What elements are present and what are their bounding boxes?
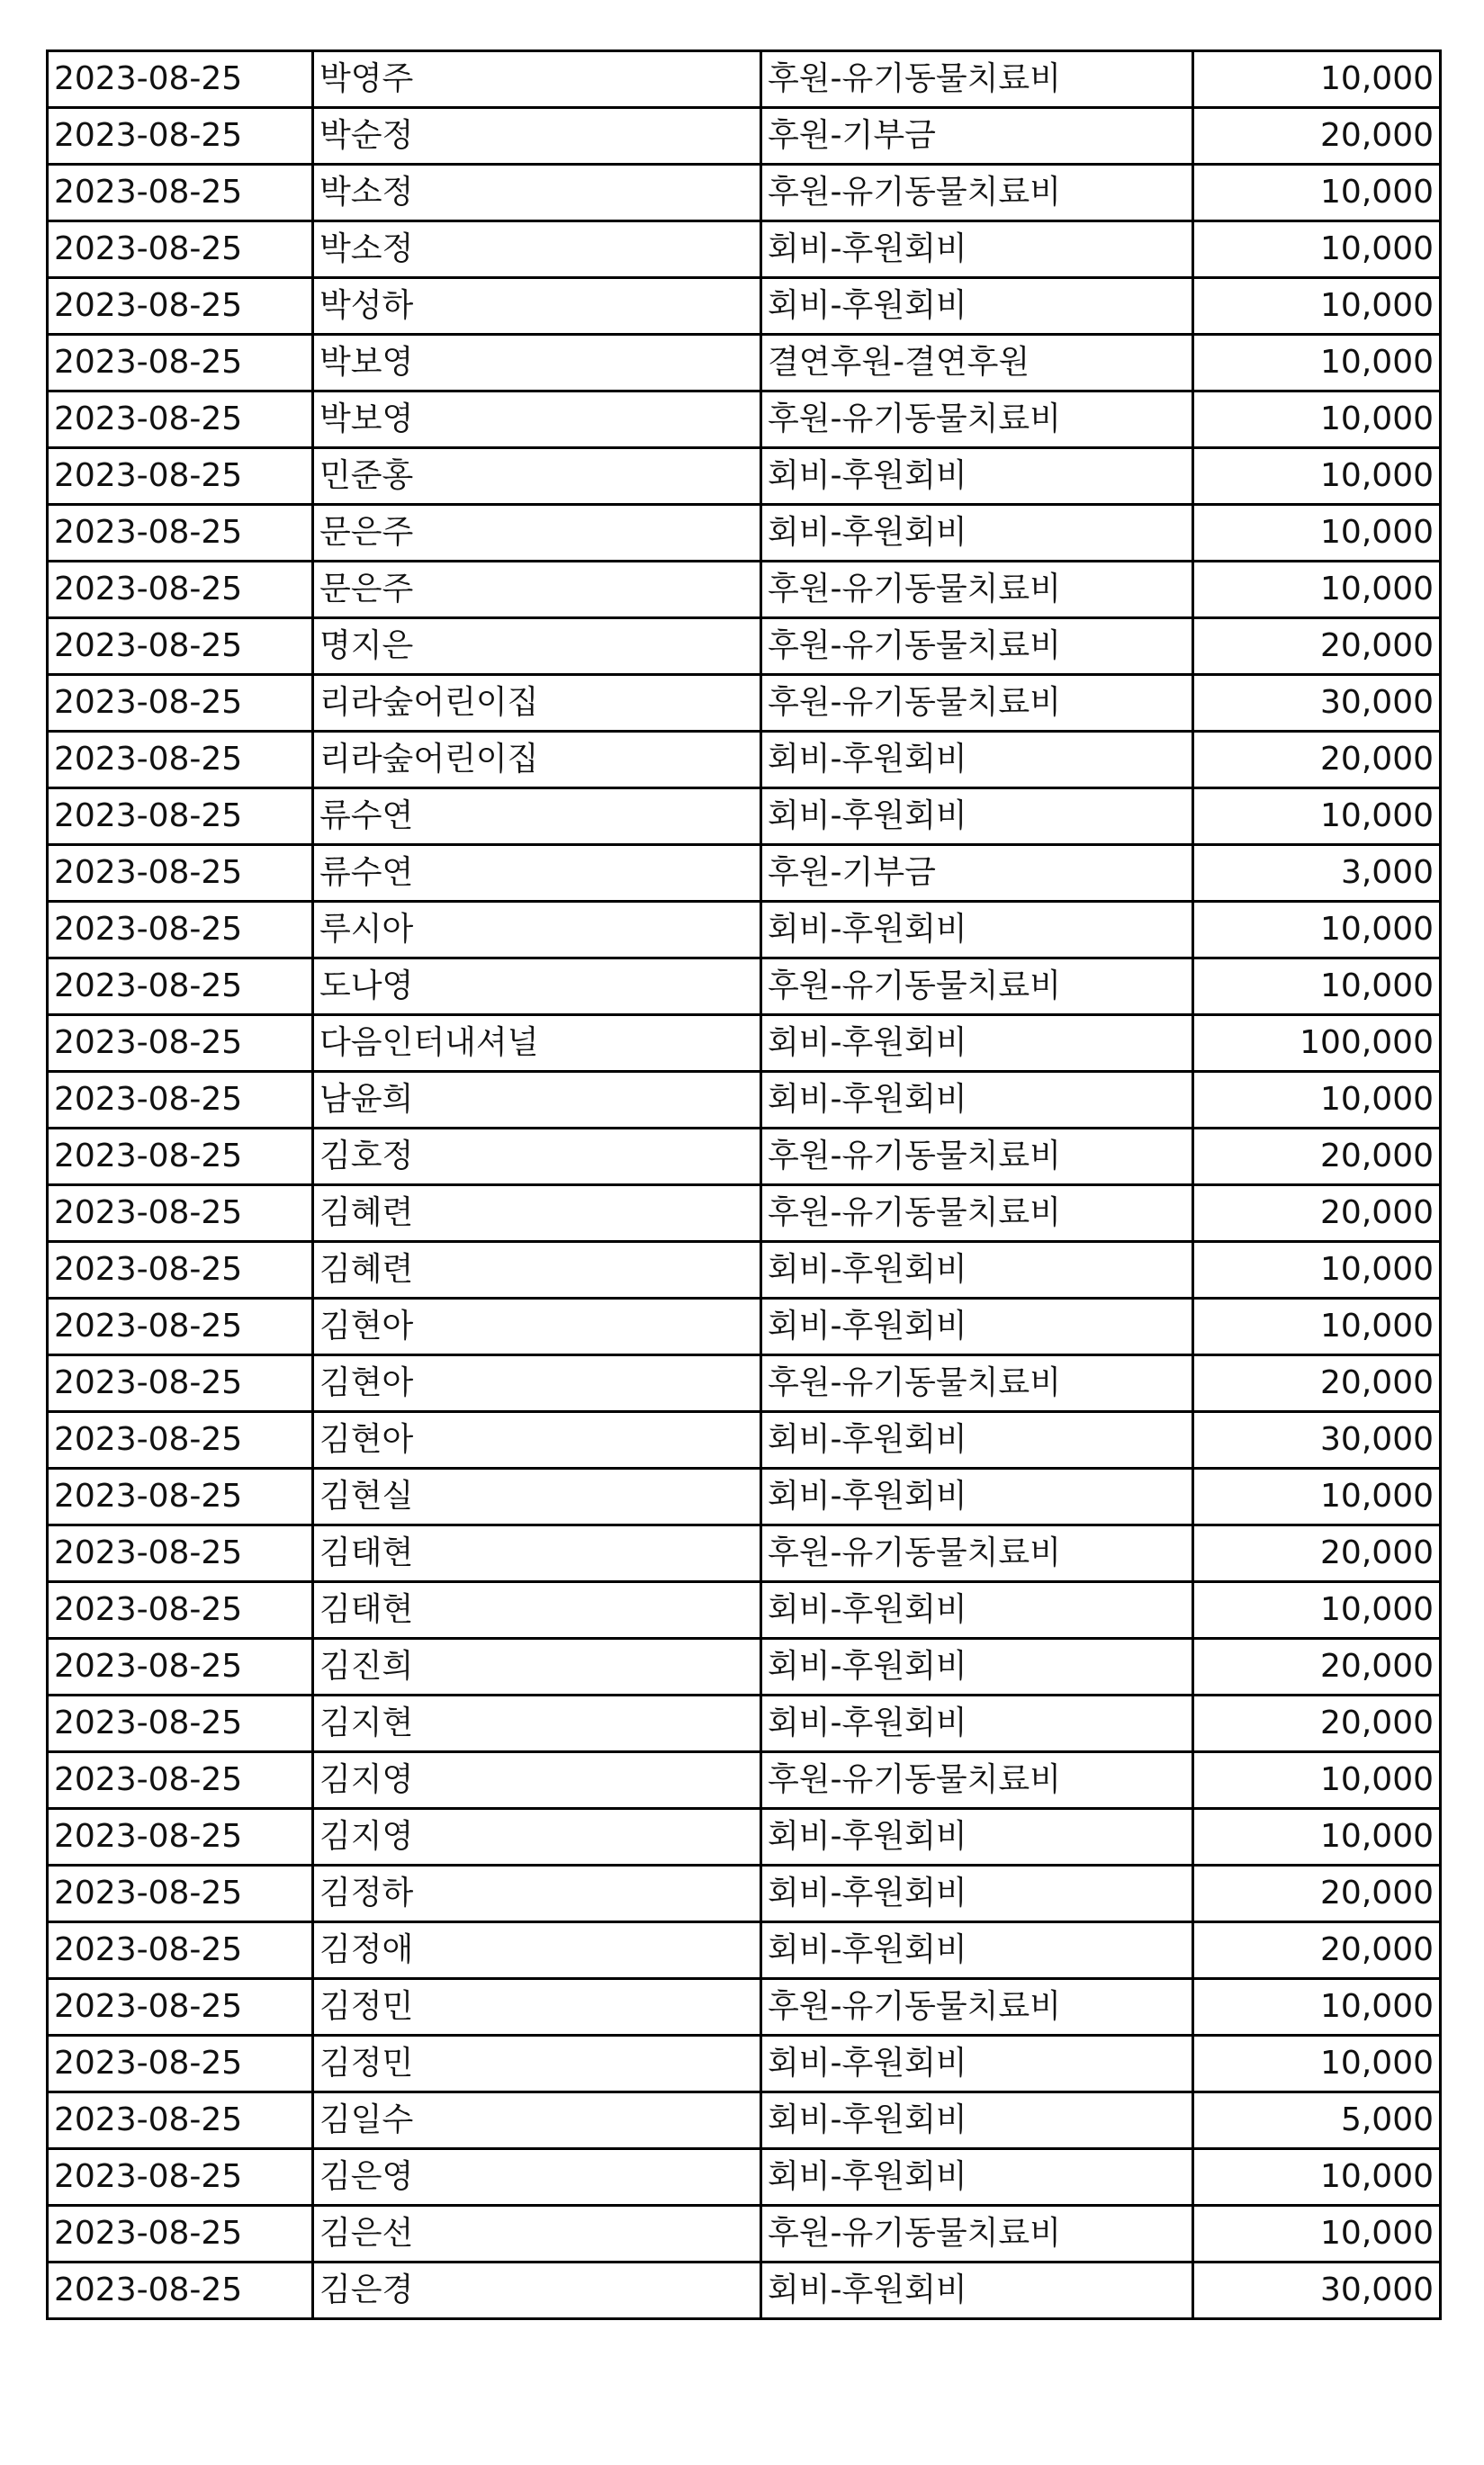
- category-cell: 후원-유기동물치료비: [761, 1979, 1193, 2036]
- date-cell: 2023-08-25: [48, 1299, 313, 1355]
- table-row: [48, 2263, 1441, 2319]
- donor-name-cell: 김은영: [313, 2149, 761, 2206]
- category-cell: 회비-후원회비: [761, 505, 1193, 562]
- amount-cell: 10,000: [1193, 2036, 1441, 2092]
- donor-name-cell: 다음인터내셔널: [313, 1015, 761, 1072]
- donor-name-cell: 김현실: [313, 1469, 761, 1525]
- category-cell: 회비-후원회비: [761, 788, 1193, 845]
- amount-cell: 30,000: [1193, 2263, 1441, 2319]
- category-cell: 후원-유기동물치료비: [761, 675, 1193, 732]
- category-cell: 회비-후원회비: [761, 1809, 1193, 1866]
- table-row: [48, 448, 1441, 505]
- donor-name-cell: 리라숲어린이집: [313, 675, 761, 732]
- date-cell: 2023-08-25: [48, 1696, 313, 1752]
- date-cell: 2023-08-25: [48, 1072, 313, 1129]
- donor-name-cell: 김정민: [313, 2036, 761, 2092]
- donor-name-cell: 류수연: [313, 845, 761, 902]
- amount-cell: 10,000: [1193, 391, 1441, 448]
- amount-cell: 3,000: [1193, 845, 1441, 902]
- date-cell: 2023-08-25: [48, 1922, 313, 1979]
- donor-name-cell: 도나영: [313, 958, 761, 1015]
- donor-name-cell: 김정하: [313, 1866, 761, 1922]
- donor-name-cell: 명지은: [313, 618, 761, 675]
- table-row: [48, 788, 1441, 845]
- amount-cell: 30,000: [1193, 1412, 1441, 1469]
- amount-cell: 10,000: [1193, 788, 1441, 845]
- table-row: [48, 845, 1441, 902]
- table-row: [48, 1922, 1441, 1979]
- donor-name-cell: 김정민: [313, 1979, 761, 2036]
- date-cell: 2023-08-25: [48, 1866, 313, 1922]
- table-row: [48, 1072, 1441, 1129]
- date-cell: 2023-08-25: [48, 108, 313, 165]
- donor-name-cell: 김정애: [313, 1922, 761, 1979]
- amount-cell: 10,000: [1193, 562, 1441, 618]
- category-cell: 회비-후원회비: [761, 1412, 1193, 1469]
- table-row: [48, 2149, 1441, 2206]
- date-cell: 2023-08-25: [48, 675, 313, 732]
- table-row: [48, 1015, 1441, 1072]
- date-cell: 2023-08-25: [48, 618, 313, 675]
- amount-cell: 20,000: [1193, 1525, 1441, 1582]
- amount-cell: 20,000: [1193, 1185, 1441, 1242]
- amount-cell: 20,000: [1193, 108, 1441, 165]
- donor-name-cell: 박성하: [313, 278, 761, 335]
- donor-name-cell: 김태현: [313, 1582, 761, 1639]
- amount-cell: 10,000: [1193, 1469, 1441, 1525]
- donor-name-cell: 박보영: [313, 335, 761, 391]
- category-cell: 회비-후원회비: [761, 902, 1193, 958]
- category-cell: 회비-후원회비: [761, 278, 1193, 335]
- date-cell: 2023-08-25: [48, 2206, 313, 2263]
- category-cell: 후원-유기동물치료비: [761, 562, 1193, 618]
- donor-name-cell: 김현아: [313, 1355, 761, 1412]
- category-cell: 후원-유기동물치료비: [761, 958, 1193, 1015]
- table-row: [48, 1355, 1441, 1412]
- table-row: [48, 1809, 1441, 1866]
- table-row: [48, 2036, 1441, 2092]
- category-cell: 회비-후원회비: [761, 2036, 1193, 2092]
- date-cell: 2023-08-25: [48, 732, 313, 788]
- category-cell: 회비-후원회비: [761, 1582, 1193, 1639]
- date-cell: 2023-08-25: [48, 335, 313, 391]
- category-cell: 후원-유기동물치료비: [761, 1752, 1193, 1809]
- amount-cell: 10,000: [1193, 505, 1441, 562]
- ledger-body: [48, 51, 1441, 2319]
- date-cell: 2023-08-25: [48, 2092, 313, 2149]
- date-cell: 2023-08-25: [48, 1015, 313, 1072]
- donor-name-cell: 김태현: [313, 1525, 761, 1582]
- donor-name-cell: 김일수: [313, 2092, 761, 2149]
- donor-name-cell: 박소정: [313, 221, 761, 278]
- donor-name-cell: 루시아: [313, 902, 761, 958]
- date-cell: 2023-08-25: [48, 958, 313, 1015]
- table-row: [48, 1185, 1441, 1242]
- table-row: [48, 732, 1441, 788]
- date-cell: 2023-08-25: [48, 562, 313, 618]
- category-cell: 회비-후원회비: [761, 221, 1193, 278]
- amount-cell: 20,000: [1193, 1129, 1441, 1185]
- donor-name-cell: 김지현: [313, 1696, 761, 1752]
- table-row: [48, 278, 1441, 335]
- category-cell: 후원-유기동물치료비: [761, 1355, 1193, 1412]
- amount-cell: 20,000: [1193, 1639, 1441, 1696]
- date-cell: 2023-08-25: [48, 1639, 313, 1696]
- donor-name-cell: 박영주: [313, 51, 761, 108]
- date-cell: 2023-08-25: [48, 902, 313, 958]
- date-cell: 2023-08-25: [48, 505, 313, 562]
- date-cell: 2023-08-25: [48, 2149, 313, 2206]
- amount-cell: 10,000: [1193, 1582, 1441, 1639]
- amount-cell: 20,000: [1193, 1922, 1441, 1979]
- amount-cell: 10,000: [1193, 1752, 1441, 1809]
- category-cell: 후원-유기동물치료비: [761, 1525, 1193, 1582]
- table-row: [48, 1639, 1441, 1696]
- donor-name-cell: 류수연: [313, 788, 761, 845]
- date-cell: 2023-08-25: [48, 2263, 313, 2319]
- table-row: [48, 1469, 1441, 1525]
- amount-cell: 20,000: [1193, 732, 1441, 788]
- category-cell: 회비-후원회비: [761, 1015, 1193, 1072]
- date-cell: 2023-08-25: [48, 845, 313, 902]
- category-cell: 후원-유기동물치료비: [761, 1129, 1193, 1185]
- donor-name-cell: 김은선: [313, 2206, 761, 2263]
- date-cell: 2023-08-25: [48, 1525, 313, 1582]
- amount-cell: 20,000: [1193, 1866, 1441, 1922]
- category-cell: 결연후원-결연후원: [761, 335, 1193, 391]
- table-row: [48, 562, 1441, 618]
- amount-cell: 10,000: [1193, 2206, 1441, 2263]
- amount-cell: 30,000: [1193, 675, 1441, 732]
- table-row: [48, 1412, 1441, 1469]
- date-cell: 2023-08-25: [48, 278, 313, 335]
- table-row: [48, 1752, 1441, 1809]
- date-cell: 2023-08-25: [48, 448, 313, 505]
- table-row: [48, 1299, 1441, 1355]
- donor-name-cell: 김현아: [313, 1299, 761, 1355]
- category-cell: 후원-기부금: [761, 845, 1193, 902]
- amount-cell: 100,000: [1193, 1015, 1441, 1072]
- date-cell: 2023-08-25: [48, 391, 313, 448]
- donation-ledger-table: [46, 49, 1442, 2320]
- date-cell: 2023-08-25: [48, 1809, 313, 1866]
- table-row: [48, 618, 1441, 675]
- category-cell: 회비-후원회비: [761, 1242, 1193, 1299]
- table-row: [48, 1696, 1441, 1752]
- donor-name-cell: 문은주: [313, 562, 761, 618]
- table-row: [48, 391, 1441, 448]
- donor-name-cell: 김혜련: [313, 1185, 761, 1242]
- amount-cell: 10,000: [1193, 51, 1441, 108]
- category-cell: 회비-후원회비: [761, 2263, 1193, 2319]
- amount-cell: 10,000: [1193, 1979, 1441, 2036]
- amount-cell: 10,000: [1193, 278, 1441, 335]
- date-cell: 2023-08-25: [48, 1979, 313, 2036]
- amount-cell: 10,000: [1193, 2149, 1441, 2206]
- donor-name-cell: 박순정: [313, 108, 761, 165]
- date-cell: 2023-08-25: [48, 2036, 313, 2092]
- amount-cell: 10,000: [1193, 448, 1441, 505]
- amount-cell: 20,000: [1193, 1696, 1441, 1752]
- date-cell: 2023-08-25: [48, 1129, 313, 1185]
- category-cell: 후원-유기동물치료비: [761, 391, 1193, 448]
- donor-name-cell: 문은주: [313, 505, 761, 562]
- category-cell: 회비-후원회비: [761, 1469, 1193, 1525]
- donor-name-cell: 김지영: [313, 1809, 761, 1866]
- table-row: [48, 902, 1441, 958]
- donor-name-cell: 김호정: [313, 1129, 761, 1185]
- donor-name-cell: 박보영: [313, 391, 761, 448]
- category-cell: 회비-후원회비: [761, 1639, 1193, 1696]
- table-row: [48, 1582, 1441, 1639]
- donor-name-cell: 김은경: [313, 2263, 761, 2319]
- date-cell: 2023-08-25: [48, 1752, 313, 1809]
- amount-cell: 10,000: [1193, 335, 1441, 391]
- category-cell: 회비-후원회비: [761, 448, 1193, 505]
- date-cell: 2023-08-25: [48, 1242, 313, 1299]
- category-cell: 회비-후원회비: [761, 1922, 1193, 1979]
- category-cell: 후원-유기동물치료비: [761, 165, 1193, 221]
- category-cell: 후원-유기동물치료비: [761, 1185, 1193, 1242]
- category-cell: 후원-유기동물치료비: [761, 51, 1193, 108]
- amount-cell: 10,000: [1193, 165, 1441, 221]
- amount-cell: 10,000: [1193, 1242, 1441, 1299]
- table-row: [48, 1242, 1441, 1299]
- table-row: [48, 505, 1441, 562]
- date-cell: 2023-08-25: [48, 1355, 313, 1412]
- table-row: [48, 108, 1441, 165]
- table-row: [48, 958, 1441, 1015]
- category-cell: 회비-후원회비: [761, 1299, 1193, 1355]
- donor-name-cell: 민준홍: [313, 448, 761, 505]
- table-row: [48, 51, 1441, 108]
- table-row: [48, 2206, 1441, 2263]
- amount-cell: 10,000: [1193, 1299, 1441, 1355]
- amount-cell: 10,000: [1193, 902, 1441, 958]
- category-cell: 회비-후원회비: [761, 1072, 1193, 1129]
- table-row: [48, 1979, 1441, 2036]
- category-cell: 회비-후원회비: [761, 2149, 1193, 2206]
- table-row: [48, 1866, 1441, 1922]
- table-row: [48, 1129, 1441, 1185]
- category-cell: 회비-후원회비: [761, 2092, 1193, 2149]
- table-row: [48, 1525, 1441, 1582]
- amount-cell: 20,000: [1193, 618, 1441, 675]
- category-cell: 회비-후원회비: [761, 1696, 1193, 1752]
- donor-name-cell: 김지영: [313, 1752, 761, 1809]
- date-cell: 2023-08-25: [48, 221, 313, 278]
- table-row: [48, 675, 1441, 732]
- amount-cell: 20,000: [1193, 1355, 1441, 1412]
- amount-cell: 10,000: [1193, 1072, 1441, 1129]
- amount-cell: 10,000: [1193, 221, 1441, 278]
- category-cell: 후원-유기동물치료비: [761, 618, 1193, 675]
- table-row: [48, 221, 1441, 278]
- table-row: [48, 335, 1441, 391]
- date-cell: 2023-08-25: [48, 1412, 313, 1469]
- category-cell: 후원-유기동물치료비: [761, 2206, 1193, 2263]
- table-row: [48, 165, 1441, 221]
- date-cell: 2023-08-25: [48, 1185, 313, 1242]
- category-cell: 회비-후원회비: [761, 1866, 1193, 1922]
- date-cell: 2023-08-25: [48, 1469, 313, 1525]
- category-cell: 후원-기부금: [761, 108, 1193, 165]
- date-cell: 2023-08-25: [48, 165, 313, 221]
- date-cell: 2023-08-25: [48, 1582, 313, 1639]
- donor-name-cell: 김혜련: [313, 1242, 761, 1299]
- date-cell: 2023-08-25: [48, 51, 313, 108]
- amount-cell: 10,000: [1193, 1809, 1441, 1866]
- donor-name-cell: 김진희: [313, 1639, 761, 1696]
- donor-name-cell: 김현아: [313, 1412, 761, 1469]
- amount-cell: 5,000: [1193, 2092, 1441, 2149]
- donor-name-cell: 박소정: [313, 165, 761, 221]
- category-cell: 회비-후원회비: [761, 732, 1193, 788]
- date-cell: 2023-08-25: [48, 788, 313, 845]
- table-row: [48, 2092, 1441, 2149]
- donor-name-cell: 리라숲어린이집: [313, 732, 761, 788]
- amount-cell: 10,000: [1193, 958, 1441, 1015]
- donor-name-cell: 남윤희: [313, 1072, 761, 1129]
